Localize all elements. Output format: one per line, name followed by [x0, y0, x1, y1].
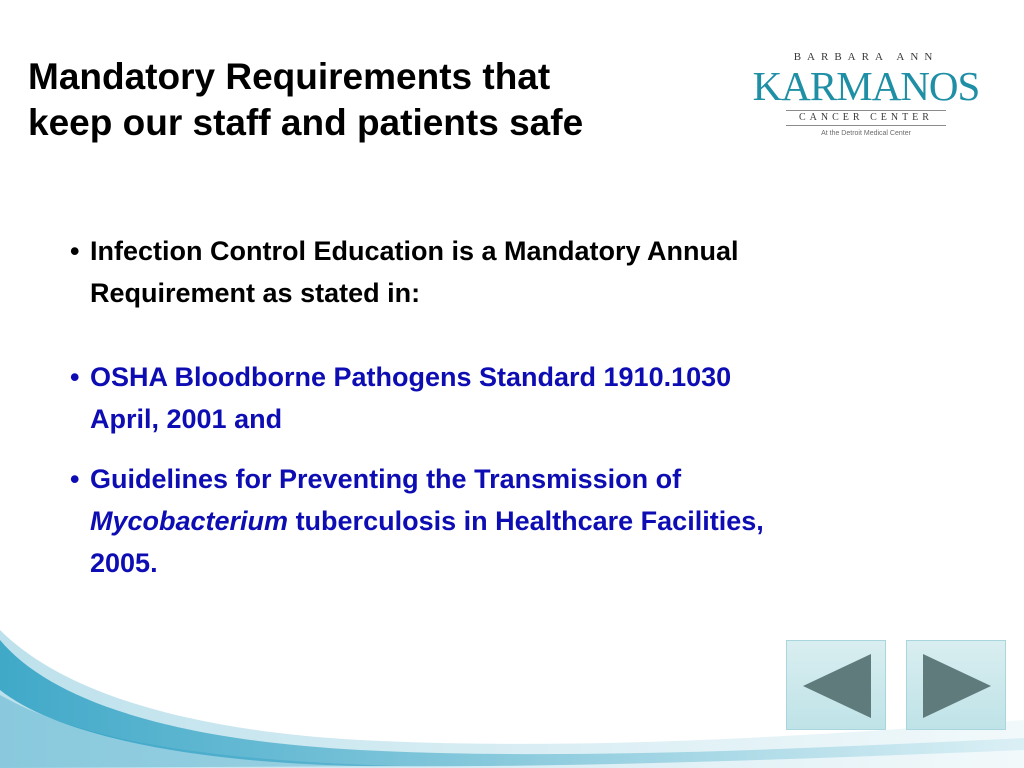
- triangle-left-icon: [787, 641, 887, 731]
- logo-main-text: KARMANOS: [752, 63, 980, 109]
- bullet-dot-icon: •: [70, 362, 80, 392]
- bullet-text-line: Guidelines for Preventing the Transmission of: [90, 464, 682, 494]
- italic-term: Mycobacterium: [90, 506, 289, 536]
- triangle-right-icon: [907, 641, 1007, 731]
- slide-title-line-1: Mandatory Requirements that: [28, 56, 551, 97]
- bullet-dot-icon: •: [70, 236, 80, 266]
- bullet-text-line: OSHA Bloodborne Pathogens Standard 1910.1030: [90, 362, 732, 392]
- bullet-item-osha: [70, 356, 970, 440]
- bullet-item-guidelines: [70, 458, 970, 584]
- slide-title: [28, 54, 748, 146]
- bullet-text-line: Infection Control Education is a Mandatory Annual: [90, 236, 739, 266]
- bullet-text-line: 2005.: [90, 548, 158, 578]
- bullet-dot-icon: •: [70, 464, 80, 494]
- bullet-text-line: [90, 500, 970, 542]
- bullet-text-rest: tuberculosis in Healthcare Facilities,: [288, 506, 764, 536]
- logo-sub-text: CANCER CENTER: [786, 110, 946, 126]
- logo-tagline: At the Detroit Medical Center: [821, 130, 911, 137]
- bullet-text-line: Requirement as stated in:: [90, 278, 421, 308]
- logo-top-text: BARBARA ANN: [793, 51, 939, 63]
- next-slide-button[interactable]: [906, 640, 1006, 730]
- karmanos-logo: [752, 50, 980, 150]
- bullet-list: [70, 230, 970, 584]
- bullet-item-infection-control: [70, 230, 970, 314]
- slide-title-line-2: keep our staff and patients safe: [28, 102, 584, 143]
- previous-slide-button[interactable]: [786, 640, 886, 730]
- bullet-text-line: April, 2001 and: [90, 404, 283, 434]
